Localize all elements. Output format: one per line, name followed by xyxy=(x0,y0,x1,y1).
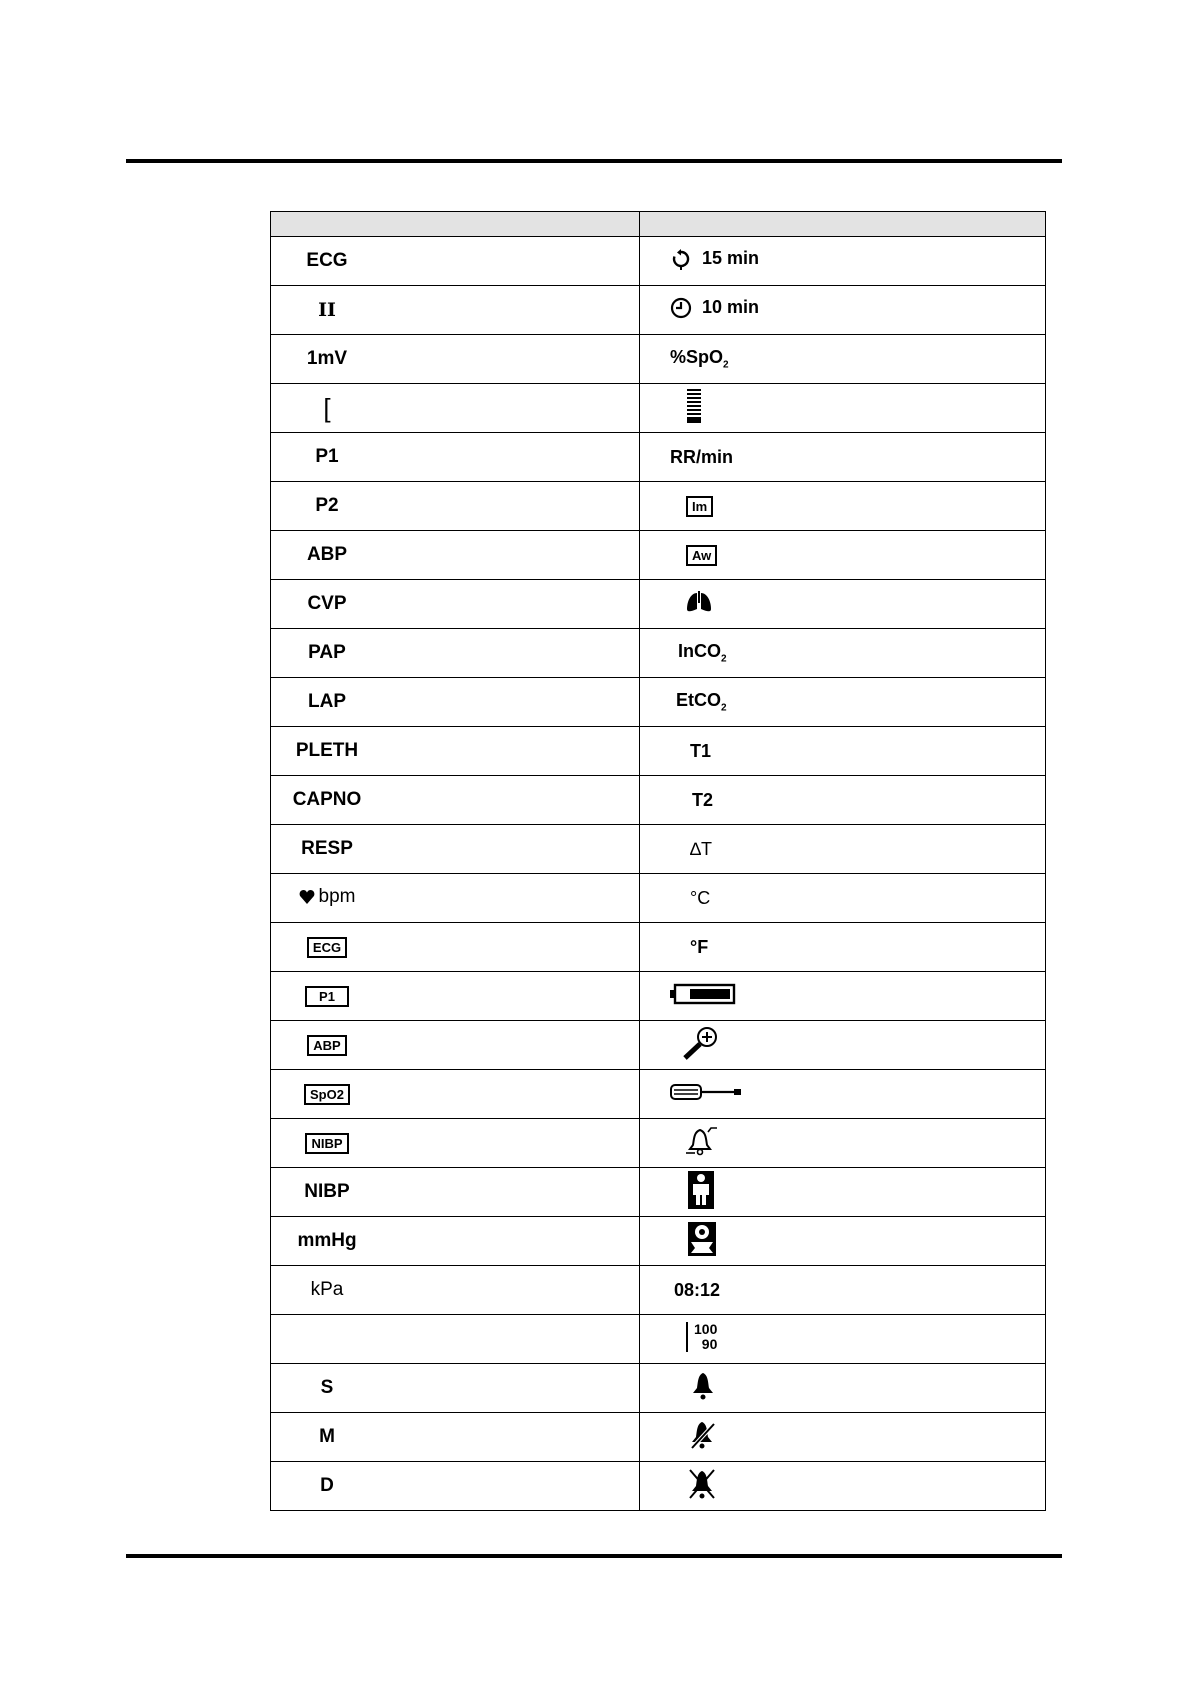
table-row xyxy=(271,1119,1046,1168)
table-row xyxy=(271,1217,1046,1266)
t1-label: T1 xyxy=(690,740,712,761)
table-row xyxy=(271,531,1046,580)
table-row xyxy=(271,433,1046,482)
heart-icon xyxy=(299,889,315,905)
lungs-icon xyxy=(686,591,712,613)
clock-time-text: 10 min xyxy=(702,297,760,317)
symbol-p1: P1 xyxy=(315,446,339,467)
table-row xyxy=(271,1364,1046,1413)
table-row xyxy=(271,1021,1046,1070)
table-row xyxy=(271,286,1046,335)
alarm-limits xyxy=(686,1322,717,1352)
symbol-bracket: [ xyxy=(323,392,331,423)
symbol-lead-ii: II xyxy=(318,299,336,321)
table-row xyxy=(271,1266,1046,1315)
signal-bar-icon xyxy=(686,388,702,424)
alarm-off-icon xyxy=(688,1468,716,1500)
table-row xyxy=(271,678,1046,727)
rr-unit: RR/min xyxy=(670,446,733,467)
footer-rule xyxy=(126,1554,1062,1558)
zoom-in-icon xyxy=(682,1025,720,1061)
symbol-resp: RESP xyxy=(301,838,353,859)
time-display: 08:12 xyxy=(674,1279,721,1300)
table-row xyxy=(271,1168,1046,1217)
spo2-unit: %SpO$_2$ xyxy=(670,347,729,371)
table-row xyxy=(271,972,1046,1021)
table-row xyxy=(271,825,1046,874)
table-row xyxy=(271,629,1046,678)
clock-icon xyxy=(670,297,692,319)
symbol-capno: CAPNO xyxy=(292,789,362,810)
cycle-icon xyxy=(670,248,692,270)
fahrenheit-label: °F xyxy=(690,936,709,957)
celsius-label: °C xyxy=(690,887,711,908)
symbol-spo2-boxed: SpO2 xyxy=(271,1083,383,1105)
table-row xyxy=(271,923,1046,972)
symbol-lap: LAP xyxy=(308,691,346,712)
table-row xyxy=(271,727,1046,776)
delta-t-label: ∆T xyxy=(690,838,713,859)
etco2-label: EtCO$_2$ xyxy=(676,690,727,714)
symbol-p2: P2 xyxy=(315,495,339,516)
symbol-s: S xyxy=(320,1377,334,1398)
symbol-mmhg: mmHg xyxy=(297,1230,357,1251)
table-row xyxy=(271,335,1046,384)
table-row xyxy=(271,1462,1046,1511)
alarm-silenced-icon xyxy=(690,1420,716,1450)
symbol-ecg: ECG xyxy=(306,250,348,271)
symbol-pap: PAP xyxy=(308,642,346,663)
symbol-p1-boxed: P1 xyxy=(271,985,383,1007)
header-cell-right xyxy=(640,212,1046,237)
table-row xyxy=(271,482,1046,531)
table-row xyxy=(271,1315,1046,1364)
aw-label: Aw xyxy=(686,545,717,566)
pediatric-patient-icon xyxy=(688,1222,716,1256)
table-row xyxy=(271,1413,1046,1462)
battery-icon xyxy=(670,983,736,1005)
table-row xyxy=(271,580,1046,629)
table-row xyxy=(271,874,1046,923)
symbol-cvp: CVP xyxy=(307,593,347,614)
header-rule xyxy=(126,159,1062,163)
table-row xyxy=(271,776,1046,825)
limit-low: 90 xyxy=(701,1335,718,1352)
symbol-table xyxy=(270,211,1046,1511)
t2-label: T2 xyxy=(692,789,714,810)
symbol-m: M xyxy=(319,1426,335,1447)
table-header-row xyxy=(271,212,1046,237)
symbol-pleth: PLETH xyxy=(295,740,359,761)
symbol-abp: ABP xyxy=(306,544,348,565)
inco2-label: InCO$_2$ xyxy=(678,641,727,665)
table-row xyxy=(271,384,1046,433)
alarm-bell-icon xyxy=(692,1372,714,1400)
symbol-nibp: NIBP xyxy=(304,1181,350,1202)
im-label: Im xyxy=(686,496,713,517)
symbol-nibp-boxed: NIBP xyxy=(271,1132,383,1154)
adult-patient-icon xyxy=(688,1171,714,1209)
alarm-bell-outline-icon xyxy=(686,1126,718,1156)
symbol-abp-boxed: ABP xyxy=(271,1034,383,1056)
table-row xyxy=(271,1070,1046,1119)
symbol-1mv: 1mV xyxy=(306,348,348,369)
table-row xyxy=(271,237,1046,286)
limit-high: 100 xyxy=(694,1320,718,1337)
symbol-kpa: kPa xyxy=(310,1279,344,1300)
symbol-d: D xyxy=(320,1475,334,1496)
symbol-ecg-boxed: ECG xyxy=(271,936,383,958)
cycle-time-text: 15 min xyxy=(702,248,760,268)
symbol-bpm: bpm xyxy=(271,886,383,908)
header-cell-left xyxy=(271,212,640,237)
temperature-probe-icon xyxy=(670,1082,742,1102)
